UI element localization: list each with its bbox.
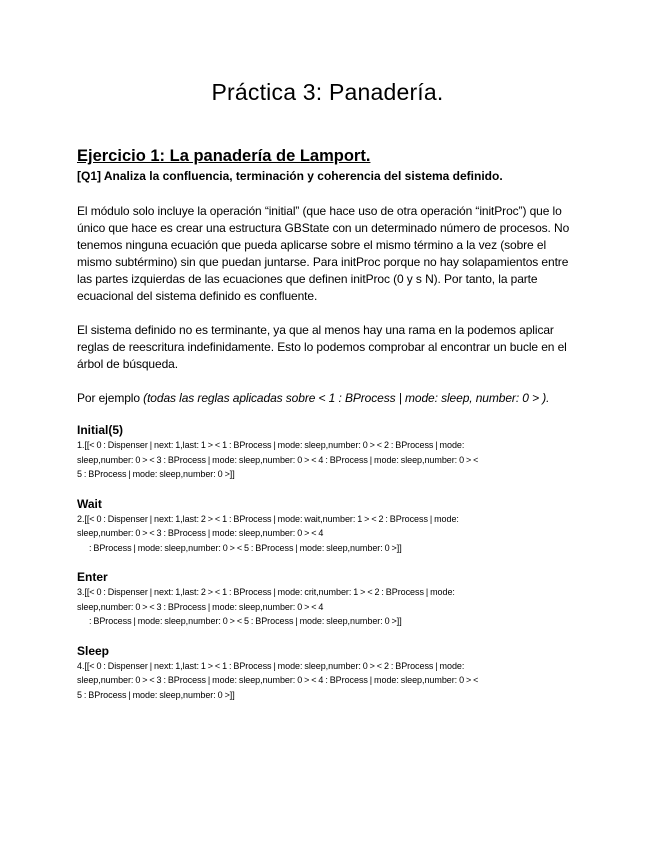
step-term-line: 3.[[< 0 : Dispenser | next: 1,last: 2 > < 1 : BProcess | mode: crit,number: 1 > < 2 : BProcess | mode: xyxy=(77,587,455,597)
example-prefix: Por ejemplo xyxy=(77,391,144,405)
step-block-initial xyxy=(77,422,582,482)
step-term-indented: : BProcess | mode: sleep,number: 0 > < 5 : BProcess | mode: sleep,number: 0 >]] xyxy=(89,616,402,626)
step-term-line: 5 : BProcess | mode: sleep,number: 0 >]] xyxy=(77,469,235,479)
step-label: Sleep xyxy=(77,643,110,658)
step-term-line: sleep,number: 0 > < 3 : BProcess | mode: sleep,number: 0 > < 4 xyxy=(77,601,324,612)
step-term-line: sleep,number: 0 > < 3 : BProcess | mode: sleep,number: 0 > < 4 xyxy=(77,528,324,538)
step-term-line: sleep,number: 0 > < 3 : BProcess | mode: sleep,number: 0 > < 4 : BProcess | mode: sleep,number: 0 > < xyxy=(77,675,479,685)
step-term-line: 4.[[< 0 : Dispenser | next: 1,last: 1 > < 1 : BProcess | mode: sleep,number: 0 > < 2 : BProcess | mode: xyxy=(77,660,465,671)
step-term-line xyxy=(77,614,582,629)
step-term-indented: : BProcess | mode: sleep,number: 0 > < 5 : BProcess | mode: sleep,number: 0 >]] xyxy=(89,542,402,553)
step-block-sleep xyxy=(77,643,582,703)
question-text: [Q1] Analiza la confluencia, terminación y coherencia del sistema definido. xyxy=(77,169,503,183)
example-italic: (todas las reglas aplicadas sobre < 1 : BProcess | mode: sleep, number: 0 > ). xyxy=(143,391,550,405)
step-block-wait xyxy=(77,496,582,556)
document-title: Práctica 3: Panadería. xyxy=(211,79,444,105)
exercise-heading: Ejercicio 1: La panadería de Lamport. xyxy=(77,147,371,165)
confluence-paragraph: El módulo solo incluye la operación “initial” (que hace uso de otra operación “initProc”) que lo único que hace es crear una estructura GBState con un determinado número de procesos. No tenemos ninguna ecuación que pueda aplicarse sobre el mismo término a la vez (sobre el mismo subtérmino) sin que puedan juntarse. Para initProc porque no hay solapamientos entre las partes izquierdas de las ecuaciones que definen initProc (0 y s N). Por tanto, la parte ecuacional del sistema definido es confluente. xyxy=(77,204,570,303)
termination-paragraph: El sistema definido no es terminante, ya que al menos hay una rama en la podemos aplicar reglas de reescritura indefinidamente. Esto lo podemos comprobar al encontrar un bucle en el árbol de búsqueda. xyxy=(77,323,567,371)
step-term-line: 2.[[< 0 : Dispenser | next: 1,last: 2 > < 1 : BProcess | mode: wait,number: 1 > < 2 : BProcess | mode: xyxy=(77,513,459,524)
step-block-enter xyxy=(77,569,582,629)
step-term-line: sleep,number: 0 > < 3 : BProcess | mode: sleep,number: 0 > < 4 : BProcess | mode: sleep,number: 0 > < xyxy=(77,454,479,465)
step-term-line: 1.[[< 0 : Dispenser | next: 1,last: 1 > < 1 : BProcess | mode: sleep,number: 0 > < 2 : BProcess | mode: xyxy=(77,440,465,450)
step-label: Initial(5) xyxy=(77,423,124,437)
step-term-line xyxy=(77,541,582,556)
example-paragraph xyxy=(77,390,582,407)
step-term-line: 5 : BProcess | mode: sleep,number: 0 >]] xyxy=(77,689,235,700)
step-label: Wait xyxy=(77,496,102,511)
document-body xyxy=(77,146,582,702)
step-label: Enter xyxy=(77,570,108,584)
